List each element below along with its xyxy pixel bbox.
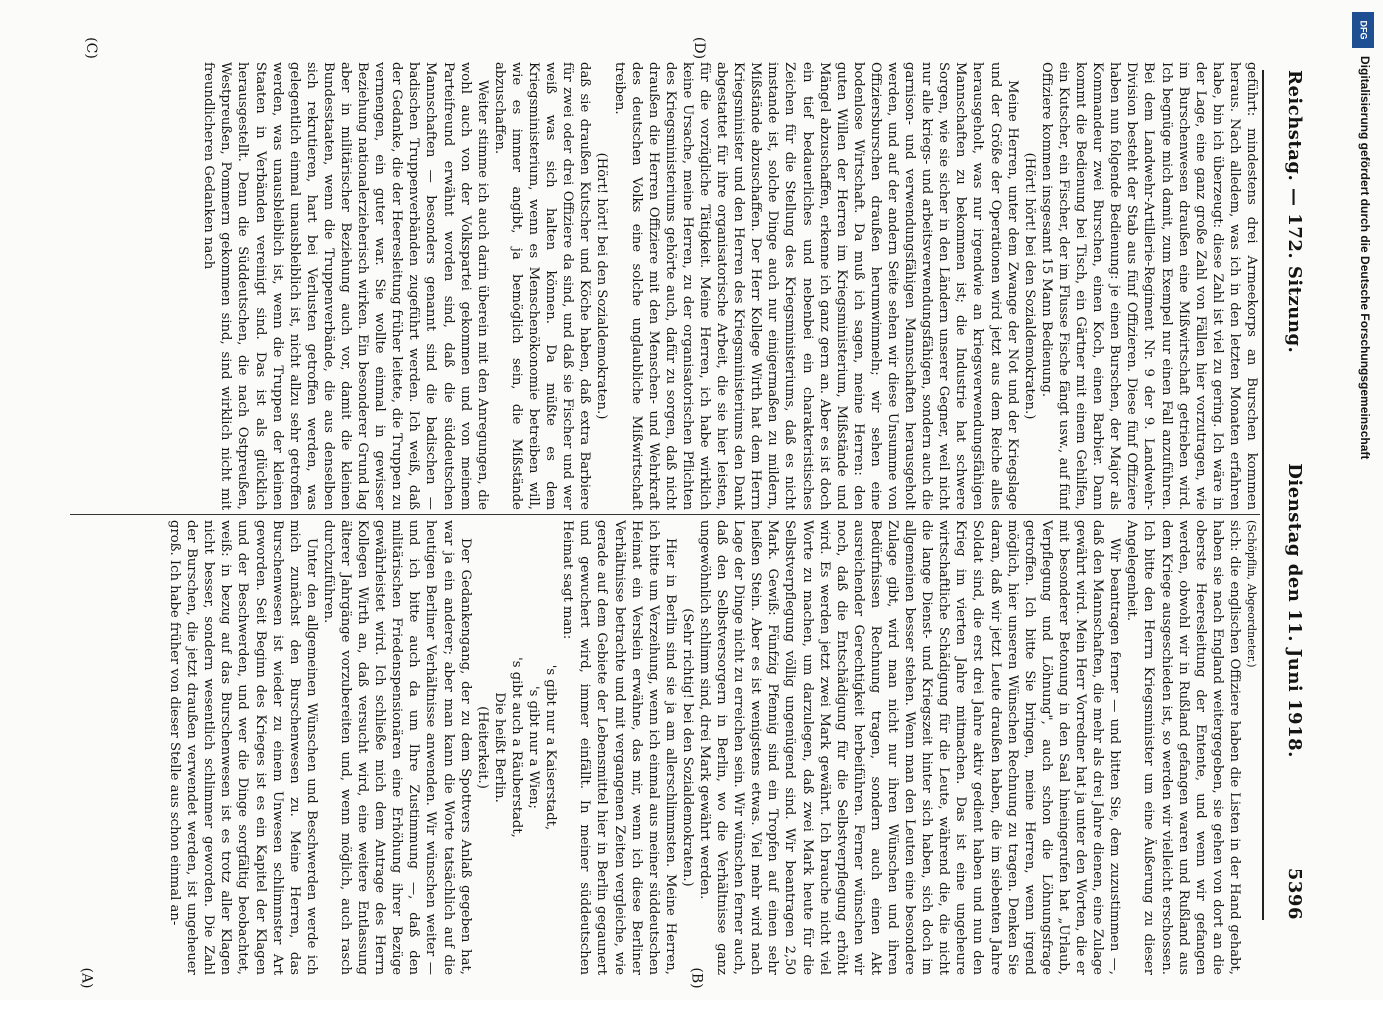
margin-mark-a: (A) [78,967,95,989]
header-center: Dienstag den 11. Juni 1918. [1284,463,1306,758]
margin-mark-d: (D) [691,36,708,60]
paragraph: daß sie draußen Kutscher und Köche haben, daß extra Barbiere für zwei oder drei Offiziere da sind, und daß sie Fischer und wer weiß was sich halten können. Da müßte es dem Kriegsministerium, wenn es Menschenökonomie betreiben will, wie es immer angibt, ja bemöglich sein, die Mißstände abzuschaffen. [491,62,593,510]
interjection: (Hört! hört! bei den Sozialdemokraten.) [594,152,610,420]
interjection: (Sehr richtig! bei den Sozialdemokraten.) [679,608,695,887]
verse-line: Die heißt Berlin. [491,692,507,803]
speaker-tag: (Schöpflin, Abgeordneter.) [1245,520,1258,668]
interjection: (Hört! hört! bei den Sozialdemokraten.) [1021,152,1037,420]
paragraph: Weiter stimme ich auch darin überein mit den Anregungen, die wohl auch von der Volkspartei gekommen und von meinem Parteifreund erwähnt worden sind, daß die süddeutschen Mannschaften — besonders genannt sind die badischen — badischen Truppenverbänden zugeführt werden. Ich weiß, daß der Gedanke, die der Heeresleitung früher leitete, die Truppen zu vermengen, ein guter war. Sie wollte einmal in gewisser Beziehung nationalerzieherisch wirken. Ein besonderer Grund lag aber in militärischer Beziehung auch vor, damit die kleinen Bundesstaaten, wenn die Truppenverbände, die aus denselben sich rekrutieren, hart bei Verlusten getroffen werden, was gelegentlich einmal unausbleiblich ist, nicht allzu sehr getroffen werden, was unausbleiblich ist, wenn die Truppen der kleinen Staaten in Verbänden vereinigt sind. Das ist als glücklich herausgestellt. Denn die Süddeutschen, die nach Ostpreußen, Westpreußen, Pommern gekommen sind, sind wirklich nicht mit freundlicheren Gedanken nach [201,62,490,510]
dfg-logo: DFG [1352,12,1374,48]
margin-mark-c: (C) [82,37,99,59]
paragraph: Meine Herren, unter dem Zwange der Not und der Kriegslage und der Größe der Operationen wird jetzt aus dem Reiche alles herausgeholt, was nur irgendwie an kriegsverwendungsfähigen Mannschaften zu bekommen ist; die Industrie hat schwere Sorgen, wie sie sicher in den Ländern unserer Gegner, weil nicht nur alle kriegs- und arbeitsverwendungsfähigen, sondern auch die garnison- und verwendungsfähigen Mannschaften herausgeholt werden, und auf der andern Seite sehen wir diese Unsumme von Offiziersburschen draußen herumwimmeln; wir sehen eine bodenlose Wirtschaft. Da muß ich sagen, meine Herren: den guten Willen der Herren im Kriegsministerium, Mißstände und Mängel abzuschaffen, erkenne ich ganz gern an. Aber es ist doch ein tief bedauerliches und nebenbei ein charakteristisches Zeichen für die Stellung des Kriegsministeriums, daß es nicht imstande ist, solche Dinge auch nur einigermaßen zu mildern, Mißstände abzuschaffen. Der Herr Kollege Wirth hat dem Herrn Kriegsminister und den Herren des Kriegsministeriums den Dank abgestattet für ihre organisatorische Arbeit, die sie hier leisten, für die vorzügliche Tätigkeit. Meine Herren, ich habe wirklich keine Ursache, meine Herren, zu der organisatorischen Pflichten des Kriegsministeriums gehörte auch, dafür zu sorgen, daß nicht draußen die Herren Offiziere mit den Menschen- und Wehrkraft des deutschen Volks eine solche unglaubliche Mißwirtschaft treiben. [611,62,1020,510]
column-left [68,520,1260,975]
verse-line: 's gibt nur a Kaiserstadt, [543,664,559,831]
paragraph: Wir beantragen ferner — und bitten Sie, dem zuzustimmen —, daß den Mannschaften, die mehr als drei Jahre dienen, eine Zulage gewährt wird. Mein Herr Vorredner hat ja unter den Worten, die er mit besonderer Betonung in den Saal hineingerufen hat „Urlaub, Verpflegung und Löhnung", auch schon die Löhnungsfrage getroffen. Ich bitte Sie bringen, meine Herren, wenn irgend möglich, hier unseren Wünschen Rechnung zu tragen. Denken Sie daran, daß wir jetzt Leute draußen haben, die im siebenten Jahre Soldat sind, die erst drei Jahre aktiv gedient haben und nun den Krieg im vierten Jahre mitmachen. Das ist eine ungeheure wirtschaftliche Schädigung für die Leute, während die, die nicht die lange Dienst- und Kriegszeit hinter sich haben, sich doch im allgemeinen besser stehen. Wenn man den Leuten eine besondere Zulage gibt, wird man nicht nur ihren Wünschen und ihren Bedürfnissen Rechnung tragen, sondern auch einen Akt ausreichender Gerechtigkeit herbeiführen. Ferner wünschen wir noch, daß die Entschädigung für die Selbstverpflegung erhöht wird. Es werden jetzt zwei Mark gewährt. Ich brauche nicht viel Worte zu machen, um darzulegen, daß zwei Mark heute für die Selbstverpflegung völlig ungenügend sind. Wir beantragen 2,50 Mark. Gewiß: Fünfzig Pfennig sind ein Tropfen auf einen sehr heißen Stein. Aber es ist wenigstens etwas. Viel mehr wird nach Lage der Dinge nicht zu erreichen sein. Wir wünschen ferner auch, daß den Selbstversorgern in Berlin, wo die Verhältnisse ganz ungewöhnlich schlimm sind, drei Mark gewährt werden. [697,520,1123,975]
paragraph: Unter den allgemeinen Wünschen und Beschwerden werde ich mich zunächst den Burschenwesen zu. Meine Herren, das Burschenwesen ist wieder zu einem Unwesen schlimmster Art geworden. Seit Beginn des Krieges ist es ein Kapitel der Klagen und der Beschwerden, und wer die Dinge sorgfältig beobachtet, weiß: in bezug auf das Burschenwesen ist es trotz aller Klagen nicht besser, sondern wesentlich schlimmer geworden. Die Zahl der Burschen, die jetzt draußen verwendet werden, ist ungeheuer groß. Ich habe früher von dieser Stelle aus schon einmal an- [167,520,319,975]
running-header [1280,70,1310,920]
paragraph: geführt: mindestens drei Armeekorps an Burschen kommen heraus. Nach alledem, was ich in den letzten Monaten erfahren habe, bin ich überzeugt: diese Zahl ist viel zu gering. Ich wäre in der Lage, eine ganz große Zahl von Fällen hier vorzutragen, wie im Burschenwesen draußen eine Mißwirtschaft getrieben wird. Ich begnüge mich damit, zum Exempel nur einen Fall anzuführen. Bei dem Landwehr-Artillerie-Regiment Nr. 9 der 9. Landwehr-Division besteht der Stab aus fünf Offizieren. Diese fünf Offiziere haben nun folgende Bedienung: je einen Burschen, der Major als Kommandeur zwei Burschen, einen Koch, einen Barbier. Dann kommt die Bedienung bei Tisch, ein Gärtner mit einem Gehilfen, ein Kutscher, ein Fischer, der im Flusse Fische fängt usw., auf fünf Offiziere kommen insgesamt 15 Mann Bedienung. [1038,62,1259,510]
verse-line: 's gibt auch a Räuberstadt, [508,657,524,838]
margin-mark-b: (B) [688,967,705,989]
header-rule [1262,70,1264,920]
paragraph: Hier in Berlin sind sie ja am allerschlimmsten. Meine Herren, ich bitte um Verzeihung, wenn ich einmal aus meiner süddeutschen Heimat ein Verslein erwähne, das mir, wenn ich diese Berliner Verhältnisse betrachte und mit vergangenen Zeiten vergleiche, wie gerade auf dem Gebiete der Lebensmittel hier in Berlin gegaunert und gewuchert wird, immer einfällt. In meiner süddeutschen Heimat sagt man: [560,520,678,975]
digitization-credit: Digitalisierung gefördert durch die Deutsche Forschungsgemeinschaft [1358,56,1372,460]
page-number: 5396 [1284,867,1306,920]
verse-line: 's gibt nur a Wien; [526,686,542,809]
paragraph: sich: die englischen Offiziere haben die Listen in der Hand gehabt, haben sie nach England weitergegeben, sie gehen von dort an die oberste Heeresleitung der Entente, und wenn wir gefangen werden, obwohl wir in Rußland gefangen waren und Rußland aus dem Kriege ausgeschieden ist, so werden wir vielleicht erschossen. Ich bitte den Herrn Kriegsminister um eine Äußerung zu dieser Angelegenheit. [1124,520,1242,975]
header-left: Reichstag. — 172. Sitzung. [1284,70,1306,354]
column-right [68,62,1260,510]
column-divider [70,514,1260,515]
paragraph: Der Gedankengang, der zu dem Spottvers Anlaß gegeben hat, war ja ein anderer; aber man kann die Worte tatsächlich auf die heutigen Berliner Verhältnisse anwenden. Wir wünschen weiter — und ich bitte auch da um Ihre Zustimmung —, daß den militärischen Friedenspensionären eine Erhöhung ihrer Bezüge gewährleistet wird. Ich schließe mich dem Antrage des Herrn Kollegen Wirth an, daß versucht wird, eine weitere Entlassung älterer Jahrgänge vorzubereiten und, wenn möglich, auch rasch durchzuführen. [320,520,473,975]
interjection: (Heiterkeit.) [474,706,490,789]
